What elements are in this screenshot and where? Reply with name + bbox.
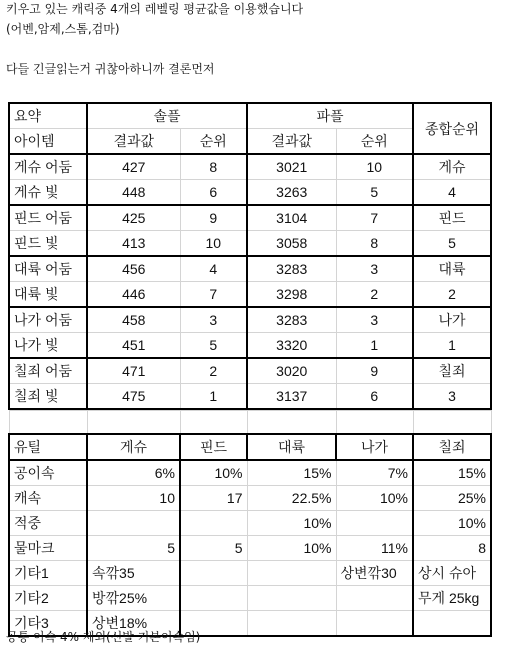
option-value: 10% (413, 511, 491, 536)
solo-rank: 2 (180, 358, 247, 384)
option-value: 11% (336, 536, 413, 561)
solo-rank: 9 (180, 205, 247, 231)
ranking-row (9, 282, 491, 308)
ranking-row (9, 180, 491, 206)
option-value (247, 611, 336, 637)
option-label: 캐속 (9, 486, 87, 511)
solo-rank: 7 (180, 282, 247, 308)
party-rank: 3 (336, 256, 413, 282)
item-name: 칠죄 빛 (9, 384, 87, 410)
party-rank: 7 (336, 205, 413, 231)
option-value (180, 511, 247, 536)
ranking-row (9, 256, 491, 282)
item-name: 핀드 어둠 (9, 205, 87, 231)
party-rank: 5 (336, 180, 413, 206)
option-row (9, 536, 491, 561)
header-solo: 솔플 (87, 103, 247, 129)
option-value: 6% (87, 460, 180, 486)
party-rank: 6 (336, 384, 413, 410)
option-header-cell: 게슈 (87, 434, 180, 460)
overall-rank: 대륙 (413, 256, 491, 282)
party-result: 3298 (247, 282, 336, 308)
header-party: 파플 (247, 103, 413, 129)
item-name: 나가 어둠 (9, 307, 87, 333)
solo-result: 471 (87, 358, 180, 384)
solo-result: 413 (87, 231, 180, 257)
option-label: 기타2 (9, 586, 87, 611)
option-value: 상시 슈아 (413, 561, 491, 586)
option-header-cell: 대륙 (247, 434, 336, 460)
option-value: 10 (87, 486, 180, 511)
solo-result: 475 (87, 384, 180, 410)
option-value (247, 586, 336, 611)
party-result: 3137 (247, 384, 336, 410)
ranking-table (8, 102, 492, 410)
party-rank: 9 (336, 358, 413, 384)
party-result: 3283 (247, 256, 336, 282)
party-result: 3263 (247, 180, 336, 206)
overall-rank: 게슈 (413, 154, 491, 180)
solo-rank: 1 (180, 384, 247, 410)
option-value: 상변18% (87, 611, 180, 637)
overall-rank: 3 (413, 384, 491, 410)
option-value: 무게 25kg (413, 586, 491, 611)
solo-result: 425 (87, 205, 180, 231)
party-result: 3104 (247, 205, 336, 231)
item-name: 칠죄 어둠 (9, 358, 87, 384)
intro-line-2: (어벤,암제,스톰,검마) (6, 22, 120, 36)
item-name: 대륙 어둠 (9, 256, 87, 282)
overall-rank: 칠죄 (413, 358, 491, 384)
option-label: 물마크 (9, 536, 87, 561)
intro-line-3: 다들 긴글읽는거 귀찮아하니까 결론먼저 (6, 62, 215, 76)
spacer-row (9, 411, 491, 435)
solo-rank: 4 (180, 256, 247, 282)
overall-rank: 1 (413, 333, 491, 359)
party-result: 3020 (247, 358, 336, 384)
ranking-row (9, 333, 491, 359)
header-solo-rank: 순위 (180, 129, 247, 155)
option-value: 상변깎30 (336, 561, 413, 586)
option-label: 기타1 (9, 561, 87, 586)
option-value: 5 (180, 536, 247, 561)
overall-rank: 5 (413, 231, 491, 257)
option-row (9, 511, 491, 536)
party-result: 3283 (247, 307, 336, 333)
overall-rank: 나가 (413, 307, 491, 333)
header-party-rank: 순위 (336, 129, 413, 155)
option-header-cell: 칠죄 (413, 434, 491, 460)
option-rows (9, 460, 491, 636)
solo-result: 448 (87, 180, 180, 206)
option-value: 속깎35 (87, 561, 180, 586)
solo-result: 451 (87, 333, 180, 359)
spreadsheet (8, 102, 490, 637)
option-row (9, 486, 491, 511)
header-item: 아이템 (9, 129, 87, 155)
option-header-cell: 유틸 (9, 434, 87, 460)
option-value: 10% (247, 536, 336, 561)
ranking-row (9, 231, 491, 257)
option-header-cell: 나가 (336, 434, 413, 460)
option-value (336, 586, 413, 611)
item-name: 게슈 빛 (9, 180, 87, 206)
option-value: 15% (247, 460, 336, 486)
footer-note: 공통 이속 4% 제외(신발 기본이속임) (6, 630, 201, 644)
option-value (87, 511, 180, 536)
item-name: 대륙 빛 (9, 282, 87, 308)
option-value: 10% (247, 511, 336, 536)
ranking-row (9, 154, 491, 180)
item-name: 나가 빛 (9, 333, 87, 359)
option-label: 적중 (9, 511, 87, 536)
solo-rank: 10 (180, 231, 247, 257)
option-value: 25% (413, 486, 491, 511)
option-value: 방깎25% (87, 586, 180, 611)
intro-line-1: 키우고 있는 캐릭중 4개의 레벨링 평균값을 이용했습니다 (6, 2, 304, 16)
solo-result: 446 (87, 282, 180, 308)
ranking-row (9, 358, 491, 384)
header-party-result: 결과값 (247, 129, 336, 155)
item-name: 게슈 어둠 (9, 154, 87, 180)
solo-result: 456 (87, 256, 180, 282)
party-rank: 10 (336, 154, 413, 180)
party-rank: 8 (336, 231, 413, 257)
option-value: 10% (180, 460, 247, 486)
header-summary: 요약 (9, 103, 87, 129)
party-result: 3058 (247, 231, 336, 257)
option-value (180, 561, 247, 586)
header-overall: 종합순위 (413, 103, 491, 154)
party-result: 3320 (247, 333, 336, 359)
option-table (8, 410, 492, 637)
option-value (336, 511, 413, 536)
party-rank: 1 (336, 333, 413, 359)
option-value: 15% (413, 460, 491, 486)
ranking-row (9, 384, 491, 410)
option-label: 기타3 (9, 611, 87, 637)
option-value: 10% (336, 486, 413, 511)
party-rank: 2 (336, 282, 413, 308)
option-value: 17 (180, 486, 247, 511)
option-value (413, 611, 491, 637)
overall-rank: 4 (413, 180, 491, 206)
solo-result: 458 (87, 307, 180, 333)
solo-rank: 3 (180, 307, 247, 333)
option-header-cell: 핀드 (180, 434, 247, 460)
option-value (247, 561, 336, 586)
option-value: 5 (87, 536, 180, 561)
solo-rank: 6 (180, 180, 247, 206)
ranking-row (9, 307, 491, 333)
option-value: 22.5% (247, 486, 336, 511)
option-value (180, 586, 247, 611)
item-name: 핀드 빛 (9, 231, 87, 257)
party-result: 3021 (247, 154, 336, 180)
solo-rank: 5 (180, 333, 247, 359)
party-rank: 3 (336, 307, 413, 333)
overall-rank: 핀드 (413, 205, 491, 231)
option-value (336, 611, 413, 637)
ranking-rows (9, 154, 491, 409)
option-value: 7% (336, 460, 413, 486)
option-row (9, 460, 491, 486)
overall-rank: 2 (413, 282, 491, 308)
option-row (9, 561, 491, 586)
solo-result: 427 (87, 154, 180, 180)
ranking-row (9, 205, 491, 231)
option-label: 공이속 (9, 460, 87, 486)
option-value: 8 (413, 536, 491, 561)
solo-rank: 8 (180, 154, 247, 180)
header-solo-result: 결과값 (87, 129, 180, 155)
option-header-row (9, 434, 491, 460)
option-row (9, 586, 491, 611)
